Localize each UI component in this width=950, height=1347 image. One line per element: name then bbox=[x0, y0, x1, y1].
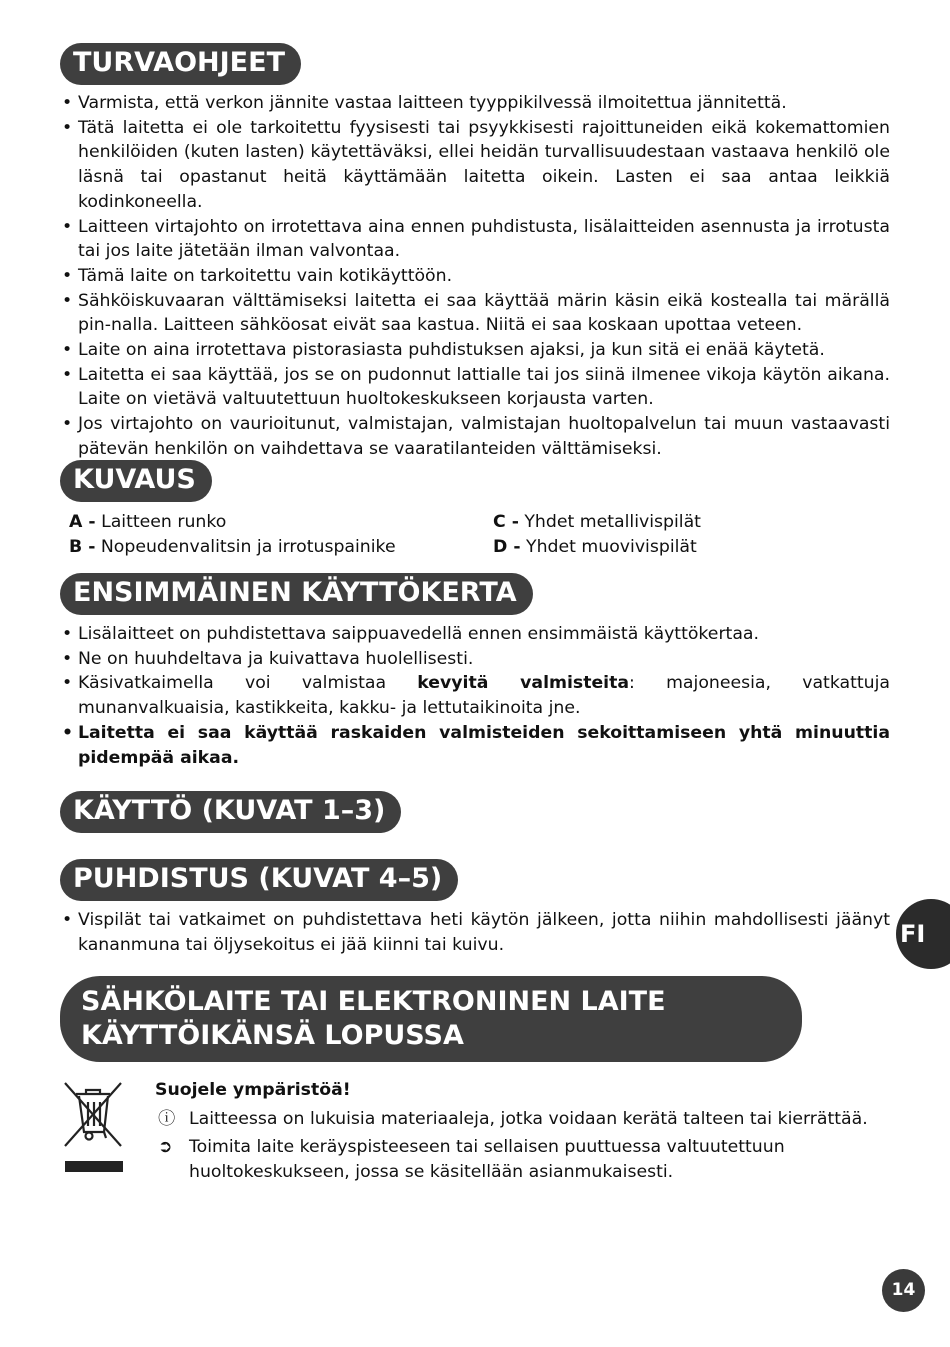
list-item: • Vispilät tai vatkaimet on puhdistettava heti käytön jälkeen, jotta niihin mahdollisesti jäänyt kananmuna tai öljysekoitus ei jää kiinni tai kuivu. bbox=[62, 908, 890, 957]
description-item-d bbox=[493, 535, 697, 559]
description-key: D - bbox=[493, 537, 521, 557]
first-use-list bbox=[62, 622, 890, 770]
list-item: • Laitetta ei saa käyttää, jos se on pudonnut lattialle tai jos siinä ilmenee vikoja käytön aikana. Laite on vietävä valtuutettuun huoltokeskukseen korjausta varten. bbox=[62, 363, 890, 412]
description-label: Yhdet metallivispilät bbox=[524, 512, 701, 532]
environment-subtitle: Suojele ympäristöä! bbox=[155, 1080, 351, 1100]
list-item: • Varmista, että verkon jännite vastaa laitteen tyyppikilvessä ilmoitettua jännitettä. bbox=[62, 91, 890, 116]
list-item: • Lisälaitteet on puhdistettava saippuavedellä ennen ensimmäistä käyttökertaa. bbox=[62, 622, 890, 647]
description-item-b bbox=[69, 535, 396, 559]
cleaning-list bbox=[62, 908, 890, 957]
description-label: Laitteen runko bbox=[101, 512, 227, 532]
section-heading-end-of-life: SÄHKÖLAITE TAI ELEKTRONINEN LAITE KÄYTTÖIKÄNSÄ LOPUSSA bbox=[60, 976, 802, 1062]
text-run: Käsivatkaimella voi valmistaa bbox=[78, 673, 418, 694]
list-item: • Jos virtajohto on vaurioitunut, valmistajan, valmistajan huoltopalvelun tai muun vastaavasti pätevän henkilön on vaihdettava se vaaratilanteiden välttämiseksi. bbox=[62, 412, 890, 461]
environment-info-line bbox=[158, 1107, 898, 1132]
environment-action-text: Toimita laite keräyspisteeseen tai sellaisen puuttuessa valtuutettuun huoltokeskukseen, jossa se käsitellään asianmukaisesti. bbox=[189, 1137, 785, 1182]
section-heading-description: KUVAUS bbox=[60, 460, 212, 502]
text-run: : majoneesia, vatkattuja munanvalkuaisia, kastikkeita, kakku- ja lettutaikinoita jne. bbox=[78, 673, 891, 719]
section-heading-cleaning: PUHDISTUS (KUVAT 4–5) bbox=[60, 859, 458, 901]
description-key: C - bbox=[493, 512, 519, 532]
crossed-out-wheelie-bin-icon bbox=[62, 1080, 124, 1174]
description-key: B - bbox=[69, 537, 96, 557]
environment-info-text: Laitteessa on lukuisia materiaaleja, jotka voidaan kerätä talteen tai kierrättää. bbox=[189, 1109, 868, 1129]
page-number: 14 bbox=[882, 1269, 925, 1312]
arrow-right-icon: ➲ bbox=[158, 1137, 173, 1157]
safety-list bbox=[62, 91, 890, 462]
list-item: • Tämä laite on tarkoitettu vain kotikäyttöön. bbox=[62, 264, 890, 289]
list-item: • Laite on aina irrotettava pistorasiasta puhdistuksen ajaksi, ja kun sitä ei enää käytetä. bbox=[62, 338, 890, 363]
description-item-c bbox=[493, 510, 701, 534]
list-item: • Sähköiskuvaaran välttämiseksi laitetta ei saa käyttää märin käsin eikä kostealla tai märällä pin-nalla. Laitteen sähköosat eivät saa kastua. Niitä ei saa koskaan upottaa veteen. bbox=[62, 289, 890, 338]
list-item: • Ne on huuhdeltava ja kuivattava huolellisesti. bbox=[62, 647, 890, 672]
info-icon: ⓘ bbox=[158, 1109, 176, 1129]
bold-text-run: kevyitä valmisteita bbox=[417, 673, 630, 694]
description-label: Yhdet muovivispilät bbox=[526, 537, 697, 557]
list-item: • Tätä laitetta ei ole tarkoitettu fyysisesti tai psyykkisesti rajoittuneiden eikä kokemattomien henkilöiden (kuten lasten) käytettäväksi, ellei heidän turvallisuudestaan vastaava henkilö ole läsnä tai opastanut heitä käyttämään laitetta oikein. Lasten ei saa antaa leikkiä kodinkoneella. bbox=[62, 116, 890, 215]
description-item-a bbox=[69, 510, 226, 534]
list-item: • Laitteen virtajohto on irrotettava aina ennen puhdistusta, lisälaitteiden asennusta ja irrotusta tai jos laite jätetään ilman valvontaa. bbox=[62, 215, 890, 264]
description-key: A - bbox=[69, 512, 96, 532]
language-tab: FI bbox=[896, 899, 950, 969]
section-heading-usage: KÄYTTÖ (KUVAT 1–3) bbox=[60, 791, 401, 833]
environment-action-line bbox=[158, 1135, 898, 1185]
list-item-warning: • Laitetta ei saa käyttää raskaiden valmisteiden sekoittamiseen yhtä minuuttia pidempää aikaa. bbox=[62, 721, 890, 770]
description-label: Nopeudenvalitsin ja irrotuspainike bbox=[100, 537, 396, 557]
list-item bbox=[62, 671, 890, 720]
section-heading-first-use: ENSIMMÄINEN KÄYTTÖKERTA bbox=[60, 573, 533, 615]
section-heading-safety: TURVAOHJEET bbox=[60, 43, 301, 85]
